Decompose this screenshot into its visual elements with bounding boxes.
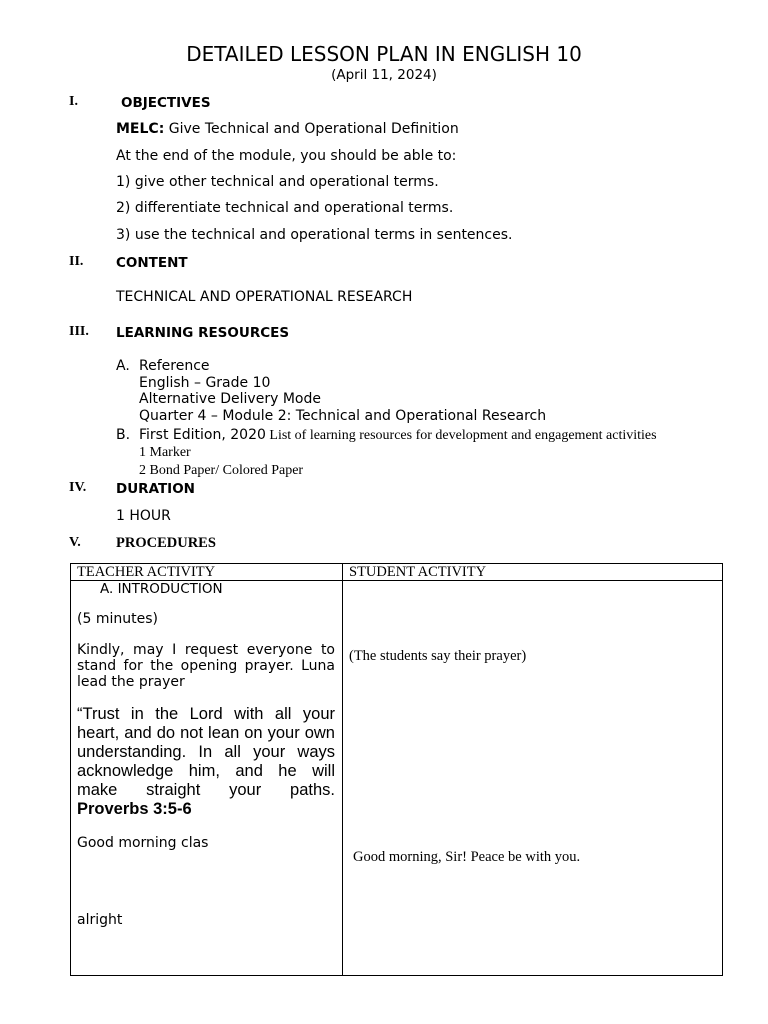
student-greeting: Good morning, Sir! Peace be with you. — [353, 849, 581, 865]
student-activity-cell — [343, 581, 723, 976]
section-number-procedures: V. — [69, 535, 81, 550]
section-heading-content: CONTENT — [116, 255, 188, 271]
table-header-row — [71, 564, 723, 581]
resource-a-line: Reference — [139, 358, 210, 374]
column-header-student: STUDENT ACTIVITY — [343, 564, 723, 581]
section-heading-procedures: PROCEDURES — [116, 535, 216, 551]
melc-line — [116, 121, 459, 137]
bible-verse-text: “Trust in the Lord with all your heart, and do not lean on your own understanding. In all your ways acknowledge him, and he will make straight your paths. — [77, 705, 335, 799]
teacher-alright: alright — [77, 912, 123, 928]
resource-a-marker: A. — [116, 358, 130, 374]
page-title: DETAILED LESSON PLAN IN ENGLISH 10 — [186, 42, 582, 66]
section-number-content: II. — [69, 254, 84, 269]
resource-b-sub: 2 Bond Paper/ Colored Paper — [139, 463, 304, 478]
resource-a-line: Quarter 4 – Module 2: Technical and Operational Research — [139, 408, 547, 424]
section-heading-duration: DURATION — [116, 481, 195, 497]
table-row — [71, 581, 723, 976]
section-number-duration: IV. — [69, 480, 87, 495]
procedures-table — [70, 563, 723, 976]
lesson-date: (April 11, 2024) — [331, 67, 437, 83]
section-heading-objectives: OBJECTIVES — [121, 95, 211, 111]
teacher-activity-cell — [71, 581, 343, 976]
intro-minutes: (5 minutes) — [77, 611, 158, 627]
teacher-greeting: Good morning clas — [77, 835, 209, 851]
section-heading-resources: LEARNING RESOURCES — [116, 325, 290, 341]
content-text: TECHNICAL AND OPERATIONAL RESEARCH — [116, 289, 413, 305]
objective-item: 3) use the technical and operational terms in sentences. — [116, 227, 513, 243]
bible-verse — [77, 705, 335, 819]
bible-verse-reference: Proverbs 3:5-6 — [77, 800, 192, 818]
objective-item: 1) give other technical and operational terms. — [116, 174, 439, 190]
prayer-request: Kindly, may I request everyone to stand for the opening prayer. Luna lead the prayer — [77, 642, 335, 690]
section-number-resources: III. — [69, 324, 89, 339]
intro-heading: A. INTRODUCTION — [100, 581, 223, 597]
melc-label: MELC: — [116, 121, 165, 137]
student-prayer: (The students say their prayer) — [349, 648, 527, 664]
column-header-teacher: TEACHER ACTIVITY — [71, 564, 343, 581]
duration-text: 1 HOUR — [116, 508, 171, 524]
objective-item: 2) differentiate technical and operational terms. — [116, 200, 454, 216]
resource-a-line: English – Grade 10 — [139, 375, 271, 391]
resource-b-sub: 1 Marker — [139, 445, 191, 460]
resource-a-line: Alternative Delivery Mode — [139, 391, 321, 407]
resource-b-line — [139, 427, 657, 444]
melc-text: Give Technical and Operational Definition — [164, 121, 459, 137]
resource-b-edition: First Edition, 2020 — [139, 427, 266, 443]
resource-b-list: List of learning resources for development and engagement activities — [265, 428, 657, 443]
objectives-intro: At the end of the module, you should be able to: — [116, 148, 457, 164]
resource-b-marker: B. — [116, 427, 131, 443]
section-number-objectives: I. — [69, 94, 78, 109]
